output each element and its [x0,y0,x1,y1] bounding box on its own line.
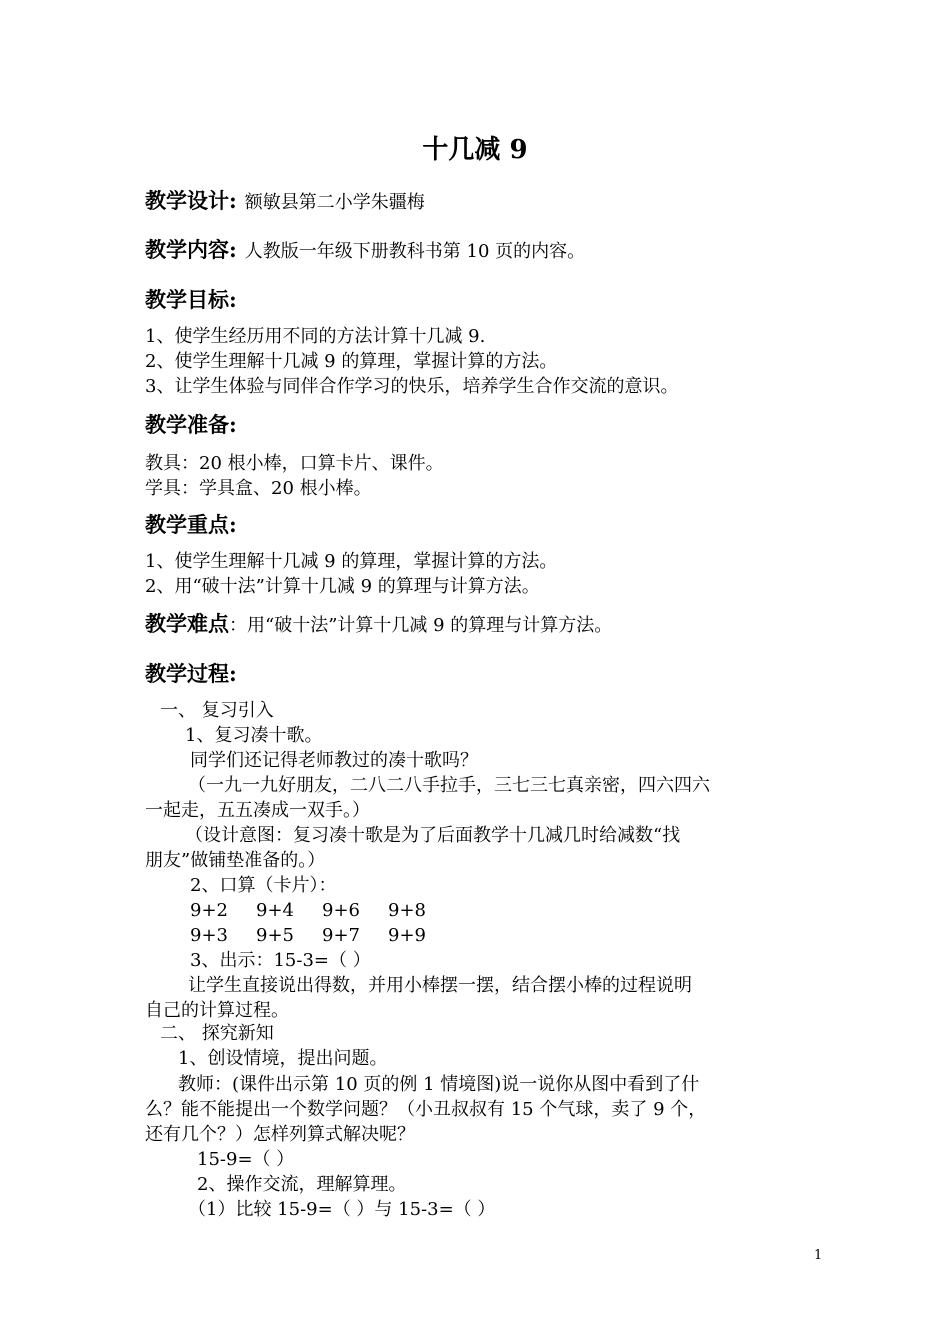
process-line: （一九一九好朋友，二八二八手拉手，三七三七真亲密，四六四六 [188,775,710,796]
process-line: 朋友”做铺垫准备的。） [145,850,326,871]
process-line: 3、出示：15-3=（ ） [190,950,371,971]
process-line: （设计意图：复习凑十歌是为了后面教学十几减几时给减数“找 [185,825,681,846]
sum-card: 9+5 [256,925,294,946]
process-line: 教师：(课件出示第 10 页的例 1 情境图)说一说你从图中看到了什 [178,1074,700,1095]
mental-math-row [190,898,454,923]
process-line: 么？能不能提出一个数学问题？（小丑叔叔有 15 个气球，卖了 9 个， [145,1099,707,1120]
content-label: 教学内容: [145,237,237,262]
process-line: 还有几个？）怎样列算式解决呢？ [145,1124,415,1145]
sum-card: 9+4 [256,900,294,921]
key-heading: 教学重点: [145,512,237,537]
design-row [145,187,425,217]
process-line: 让学生直接说出得数，并用小棒摆一摆，结合摆小棒的过程说明 [188,975,692,996]
key-item: 1、使学生理解十几减 9 的算理，掌握计算的方法。 [145,551,558,572]
sum-card: 9+7 [322,925,360,946]
process-line: 一、 复习引入 [160,700,274,721]
design-label: 教学设计: [145,188,237,213]
prep-item: 学具：学具盒、20 根小棒。 [145,478,372,499]
process-line: 15-9=（ ） [197,1149,295,1170]
sum-card: 9+2 [190,900,228,921]
process-line: 自己的计算过程。 [145,1000,289,1021]
sum-card: 9+8 [388,900,426,921]
prep-heading: 教学准备: [145,412,237,437]
page-number: 1 [814,1248,823,1263]
difficulty-row [145,610,612,640]
difficulty-value: ：用“破十法”计算十几减 9 的算理与计算方法。 [229,615,613,636]
document-title: 十几减 9 [422,135,528,165]
process-line: 1、复习凑十歌。 [185,725,323,746]
process-line: 1、创设情境，提出问题。 [178,1048,388,1069]
key-item: 2、用“破十法”计算十几减 9 的算理与计算方法。 [145,576,540,597]
sum-card: 9+6 [322,900,360,921]
difficulty-label: 教学难点 [145,611,229,636]
process-line: 二、 探究新知 [160,1023,274,1044]
sum-card: 9+9 [388,925,426,946]
process-line: 2、操作交流，理解算理。 [197,1174,407,1195]
goal-item: 2、使学生理解十几减 9 的算理，掌握计算的方法。 [145,351,558,372]
prep-item: 教具：20 根小棒，口算卡片、课件。 [145,453,444,474]
process-line: （1）比较 15-9=（ ）与 15-3=（ ） [188,1199,496,1220]
process-line: 2、口算（卡片）： [190,875,337,896]
goal-item: 3、让学生体验与同伴合作学习的快乐，培养学生合作交流的意识。 [145,376,679,397]
process-line: 一起走，五五凑成一双手。） [145,800,370,821]
process-heading: 教学过程: [145,661,237,686]
process-line: 同学们还记得老师教过的凑十歌吗？ [190,750,478,771]
mental-math-row [190,923,454,948]
sum-card: 9+3 [190,925,228,946]
content-row [145,236,585,266]
goals-heading: 教学目标: [145,287,237,312]
design-value: 额敏县第二小学朱疆梅 [244,192,425,213]
content-value: 人教版一年级下册教科书第 10 页的内容。 [244,241,586,262]
goal-item: 1、使学生经历用不同的方法计算十几减 9. [145,326,486,347]
